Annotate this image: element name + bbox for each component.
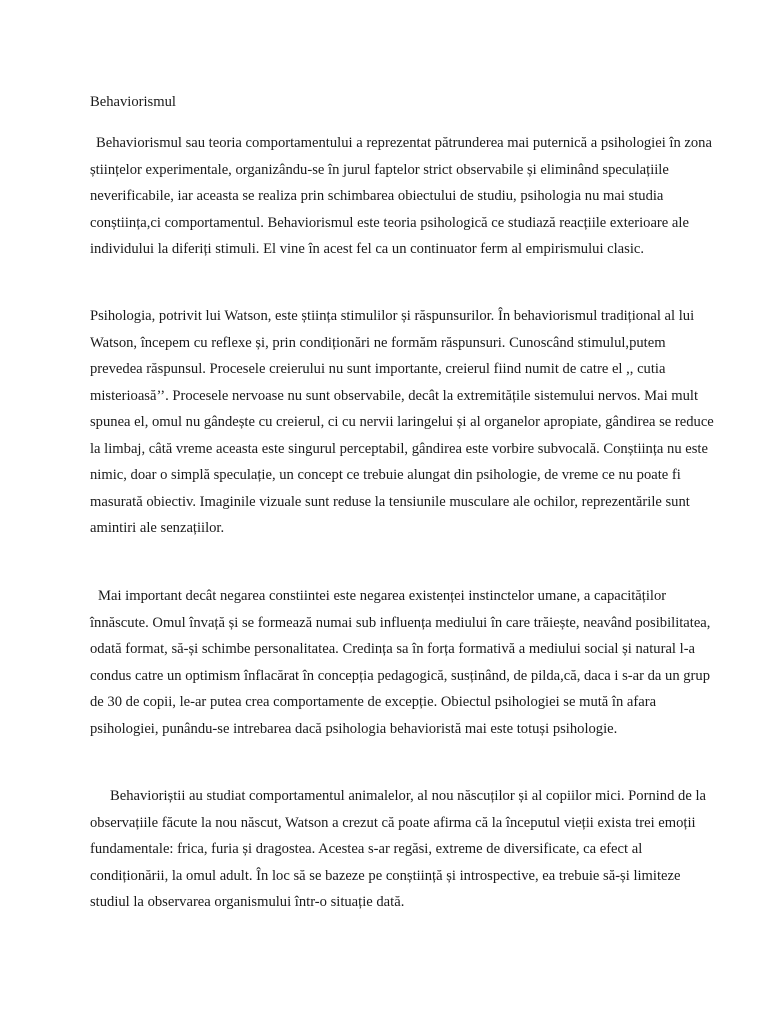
paragraph-4: Behavioriștii au studiat comportamentul animalelor, al nou născuților și al copiilor mici. Pornind de la observațiile făcute la nou născut, Watson a crezut că poate afirma că la începutul vieții exista trei emoții fundamentale: frica, furia și dragostea. Acestea s-ar regăsi, extreme de diversificate, ca efect al condiționării, la omul adult. În loc să se bazeze pe conștiință și introspective, ea trebuie să-și limiteze studiul la observarea organismului într-o situație dată.	[90, 788, 707, 910]
paragraph-1: Behaviorismul sau teoria comportamentului a reprezentat pătrunderea mai puternică a psihologiei în zona științelor experimentale, organizându-se în jurul faptelor strict observabile și eliminând speculațiile neverificabile, iar aceasta se realiza prin schimbarea obiectului de studiu, psihologia nu mai studia conștiința,ci comportamentul. Behaviorismul este teoria psihologică ce studiază reacțiile exterioare ale individului la diferiți stimuli. El vine în acest fel ca un continuator ferm al empirismului clasic.	[90, 135, 712, 257]
document-title: Behaviorismul	[90, 94, 176, 110]
paragraph-2: Psihologia, potrivit lui Watson, este știința stimulilor și răspunsurilor. În behaviorismul tradițional al lui Watson, începem cu reflexe și, prin condiționări ne formăm răspunsuri. Cunoscând stimulul,putem prevedea răspunsul. Procesele creierului nu sunt importante, creierul fiind numit de catre el ,, cutia misterioasă’’. Procesele nervoase nu sunt observabile, decât la extremitățile sistemului nervos. Mai mult spunea el, omul nu gândește cu creierul, ci cu nervii laringelui și al organelor apropiate, gândirea se reduce la limbaj, câtă vreme aceasta este singurul perceptabil, gândirea este vorbire subvocală. Conștiința nu este nimic, doar o simplă speculație, un concept ce trebuie alungat din psihologie, de vreme ce nu poate fi masurată obiectiv. Imaginile vizuale sunt reduse la tensiunile musculare ale ochilor, reprezentările sunt amintiri ale senzațiilor.	[90, 308, 714, 536]
paragraph-3: Mai important decât negarea constiintei este negarea existenței instinctelor umane, a capacităților înnăscute. Omul învață și se formează numai sub influența mediului în care trăiește, neavând posibilitatea, odată format, să-și schimbe personalitatea. Credința sa în forța formativă a mediului social și natural l-a condus catre un optimism înflacărat în concepția pedagogică, susținând, de pilda,că, daca i s-ar da un grup de 30 de copii, le-ar putea crea comportamente de excepție. Obiectul psihologiei se mută în afara psihologiei, punându-se intrebarea dacă psihologia behavioristă mai este totuși psihologie.	[90, 588, 711, 737]
